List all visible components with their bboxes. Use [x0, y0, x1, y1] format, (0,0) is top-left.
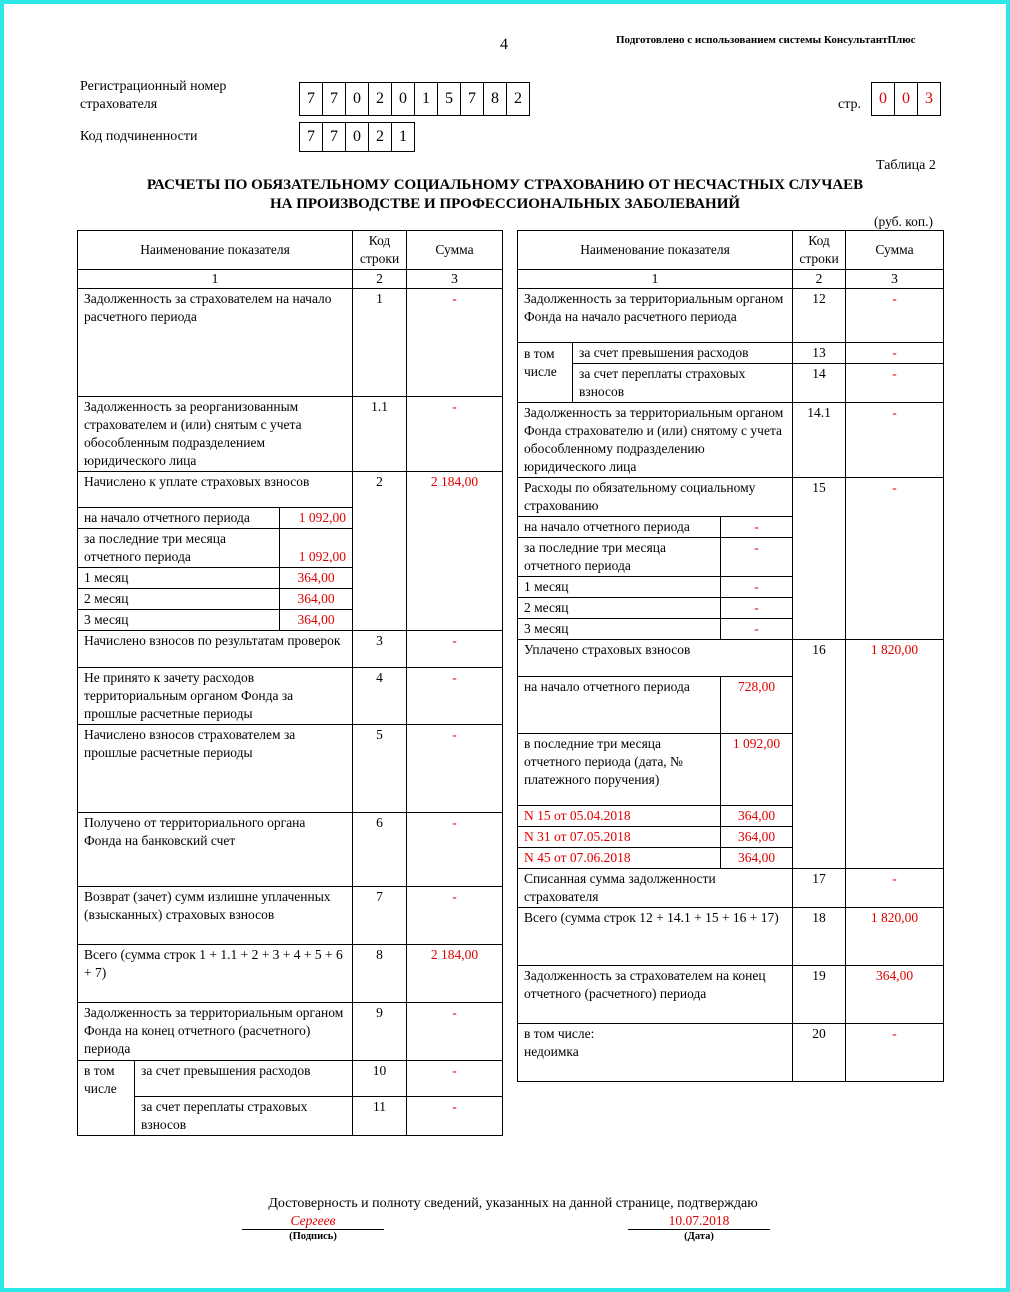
hdr-code	[353, 231, 407, 270]
reg-digit: 0	[391, 82, 415, 116]
table-row	[518, 478, 944, 517]
row-name: Задолженность за территориальным органом Фонда на начало расчетного периода	[518, 289, 793, 343]
hdr-code-l2: строки	[359, 251, 400, 266]
page-digit: 0	[894, 82, 918, 116]
row-name: Задолженность за территориальным органом Фонда на конец отчетного (расчетного) периода	[78, 1003, 353, 1061]
row-code: 18	[793, 908, 846, 966]
row-sum: 364,00	[280, 568, 353, 589]
table-row	[518, 966, 944, 1024]
sub-digit: 7	[322, 122, 346, 152]
table-row	[518, 908, 944, 966]
hdr-sum: Сумма	[846, 231, 944, 270]
row-name: 3 месяц	[518, 619, 721, 640]
row-code: 14.1	[793, 403, 846, 478]
hdr-n3: 3	[407, 270, 503, 289]
reg-digit: 8	[483, 82, 507, 116]
row-sum: -	[407, 1097, 503, 1136]
row-name: за счет переплаты страховых взносов	[135, 1097, 353, 1136]
row-name: 2 месяц	[518, 598, 721, 619]
prepared-note	[616, 34, 915, 46]
row-code: 17	[793, 869, 846, 908]
hdr-n2: 2	[353, 270, 407, 289]
row-name: 1 месяц	[78, 568, 280, 589]
row-sum: -	[846, 869, 944, 908]
row-name: Задолженность за страхователем на начало расчетного периода	[78, 289, 353, 397]
table-row	[78, 631, 503, 668]
reg-number-cells	[300, 82, 530, 116]
row-name: на начало отчетного периода	[518, 677, 721, 734]
row-sum: -	[846, 364, 944, 403]
row-sum: -	[721, 619, 793, 640]
date-line	[628, 1229, 770, 1230]
row-code: 6	[353, 813, 407, 887]
row-sum: -	[407, 1003, 503, 1061]
table-row	[518, 289, 944, 343]
row-name: Расходы по обязательному социальному страхованию	[518, 478, 793, 517]
row-name: за счет превышения расходов	[135, 1061, 353, 1097]
row-name: Возврат (зачет) сумм излишне уплаченных (взысканных) страховых взносов	[78, 887, 353, 945]
row-sum: 728,00	[721, 677, 793, 734]
row-sum: 1 092,00	[280, 508, 353, 529]
sub-digit: 2	[368, 122, 392, 152]
row-sum: 1 820,00	[846, 908, 944, 966]
row-sum: -	[721, 577, 793, 598]
row-name: Уплачено страховых взносов	[518, 640, 793, 677]
signature-value: Сергеев	[290, 1213, 336, 1228]
table-row	[78, 472, 503, 508]
row-sum: -	[846, 478, 944, 640]
hdr-name: Наименование показателя	[78, 231, 353, 270]
row-sum: 1 092,00	[280, 529, 353, 568]
row-sum: -	[407, 813, 503, 887]
table-row	[78, 813, 503, 887]
confirm-text: Достоверность и полноту сведений, указанных на данной странице, подтверждаю	[268, 1196, 758, 1211]
table-row	[518, 343, 944, 364]
row-name: Начислено взносов по результатам проверок	[78, 631, 353, 668]
row-sum: -	[407, 631, 503, 668]
row-name: за счет переплаты страховых взносов	[573, 364, 793, 403]
row-sum: 364,00	[721, 806, 793, 827]
left-table	[77, 230, 503, 1136]
reg-digit: 2	[506, 82, 530, 116]
signature-label: (Подпись)	[289, 1231, 337, 1242]
row-sum: -	[407, 1061, 503, 1097]
reg-digit: 5	[437, 82, 461, 116]
row-code: 2	[353, 472, 407, 631]
row-sum: 364,00	[721, 827, 793, 848]
table-row	[78, 1003, 503, 1061]
hdr-code-l1: Код	[368, 233, 391, 248]
hdr-n1: 1	[78, 270, 353, 289]
table-header-nums	[518, 270, 944, 289]
reg-label-line2: страхователя	[80, 97, 158, 112]
row-code: 19	[793, 966, 846, 1024]
table-row	[78, 289, 503, 397]
row-name: Не принято к зачету расходов территориальным органом Фонда за прошлые расчетные периоды	[78, 668, 353, 725]
hdr-sum: Сумма	[407, 231, 503, 270]
row-sum: 364,00	[280, 589, 353, 610]
reg-number-label	[80, 78, 226, 114]
date-value: 10.07.2018	[668, 1213, 730, 1228]
row-name: в последние три месяца отчетного периода (дата, № платежного поручения)	[518, 734, 721, 806]
payment-order: N 15 от 05.04.2018	[518, 806, 721, 827]
r20-line1: в том числе:	[524, 1026, 595, 1041]
row-name: 3 месяц	[78, 610, 280, 631]
row-name: Всего (сумма строк 12 + 14.1 + 15 + 16 + 17)	[518, 908, 793, 966]
row-sum: 364,00	[721, 848, 793, 869]
sub-digit: 1	[391, 122, 415, 152]
reg-digit: 7	[322, 82, 346, 116]
page-digit: 0	[871, 82, 895, 116]
hdr-n2: 2	[793, 270, 846, 289]
page-title	[4, 176, 1006, 214]
sub-digit: 7	[299, 122, 323, 152]
row-code: 3	[353, 631, 407, 668]
row-name: Начислено к уплате страховых взносов	[78, 472, 353, 508]
table-header-row	[78, 231, 503, 270]
row-name: 2 месяц	[78, 589, 280, 610]
row-sum: -	[846, 1024, 944, 1082]
table-label: Таблица 2	[876, 158, 936, 173]
row-sum: -	[846, 403, 944, 478]
right-table	[517, 230, 944, 1082]
row-name: Списанная сумма задолженности страхователя	[518, 869, 793, 908]
row-name: за последние три месяца отчетного периода	[518, 538, 721, 577]
reg-digit: 1	[414, 82, 438, 116]
row-code: 11	[353, 1097, 407, 1136]
page-box-label: стр.	[838, 97, 862, 112]
hdr-n3: 3	[846, 270, 944, 289]
table-row	[78, 887, 503, 945]
table-row	[78, 668, 503, 725]
row-sum: -	[846, 289, 944, 343]
incl-label: в том числе	[78, 1061, 135, 1136]
reg-digit: 7	[460, 82, 484, 116]
table-row	[518, 1024, 944, 1082]
row-code: 15	[793, 478, 846, 640]
table-header-row	[518, 231, 944, 270]
hdr-n1: 1	[518, 270, 793, 289]
row-name: Всего (сумма строк 1 + 1.1 + 2 + 3 + 4 + 5 + 6 + 7)	[78, 945, 353, 1003]
row-code: 14	[793, 364, 846, 403]
hdr-code-l1: Код	[808, 233, 830, 248]
table-row	[78, 1097, 503, 1136]
row-code: 20	[793, 1024, 846, 1082]
sub-digit: 0	[345, 122, 369, 152]
row-name	[518, 1024, 793, 1082]
row-name: за последние три месяца отчетного периода	[78, 529, 280, 568]
prepared-note-text: Подготовлено с использованием системы	[616, 34, 822, 46]
table-row	[518, 403, 944, 478]
row-code: 10	[353, 1061, 407, 1097]
row-sum: 1 820,00	[846, 640, 944, 869]
row-sum: -	[407, 289, 503, 397]
row-name: за счет превышения расходов	[573, 343, 793, 364]
table-row	[518, 640, 944, 677]
row-sum: -	[721, 598, 793, 619]
reg-label-line1: Регистрационный номер	[80, 79, 227, 94]
page-number: 4	[500, 36, 508, 53]
row-sum: 364,00	[846, 966, 944, 1024]
row-name: Получено от территориального органа Фонда на банковский счет	[78, 813, 353, 887]
row-sum: -	[407, 887, 503, 945]
table-row	[78, 1061, 503, 1097]
hdr-code-l2: строки	[799, 251, 839, 266]
row-code: 12	[793, 289, 846, 343]
r20-line2: недоимка	[524, 1044, 579, 1059]
units-label: (руб. коп.)	[874, 214, 933, 229]
title-line2: НА ПРОИЗВОДСТВЕ И ПРОФЕССИОНАЛЬНЫХ ЗАБОЛЕВАНИЙ	[269, 196, 741, 212]
page-box-cells	[872, 82, 941, 116]
row-code: 16	[793, 640, 846, 869]
payment-order: N 31 от 07.05.2018	[518, 827, 721, 848]
sub-code-label: Код подчиненности	[80, 129, 198, 144]
row-code: 13	[793, 343, 846, 364]
row-sum: 2 184,00	[407, 945, 503, 1003]
row-sum: 2 184,00	[407, 472, 503, 631]
row-code: 8	[353, 945, 407, 1003]
date-label: (Дата)	[684, 1231, 714, 1242]
row-code: 1.1	[353, 397, 407, 472]
reg-digit: 2	[368, 82, 392, 116]
hdr-name: Наименование показателя	[518, 231, 793, 270]
row-sum: -	[407, 397, 503, 472]
hdr-code	[793, 231, 846, 270]
row-name: Начислено взносов страхователем за прошлые расчетные периоды	[78, 725, 353, 813]
row-code: 7	[353, 887, 407, 945]
row-name: Задолженность за страхователем на конец отчетного (расчетного) периода	[518, 966, 793, 1024]
row-code: 5	[353, 725, 407, 813]
incl-label: в том числе	[518, 343, 573, 403]
table-row	[78, 397, 503, 472]
table-header-nums	[78, 270, 503, 289]
row-sum: -	[407, 668, 503, 725]
title-line1: РАСЧЕТЫ ПО ОБЯЗАТЕЛЬНОМУ СОЦИАЛЬНОМУ СТРАХОВАНИЮ ОТ НЕСЧАСТНЫХ СЛУЧАЕВ	[146, 177, 864, 193]
row-code: 9	[353, 1003, 407, 1061]
row-name: на начало отчетного периода	[78, 508, 280, 529]
row-sum: -	[721, 538, 793, 577]
row-code: 4	[353, 668, 407, 725]
sub-code-cells	[300, 122, 415, 152]
row-sum: -	[846, 343, 944, 364]
row-name: Задолженность за реорганизованным страхователем и (или) снятым с учета обособленным подразделением юридического лица	[78, 397, 353, 472]
row-code: 1	[353, 289, 407, 397]
table-row	[78, 725, 503, 813]
table-row	[518, 869, 944, 908]
row-sum: -	[721, 517, 793, 538]
reg-digit: 0	[345, 82, 369, 116]
reg-digit: 7	[299, 82, 323, 116]
row-name: на начало отчетного периода	[518, 517, 721, 538]
row-name: Задолженность за территориальным органом Фонда страхователю и (или) снятому с учета обособленному подразделению юридического лица	[518, 403, 793, 478]
row-name: 1 месяц	[518, 577, 721, 598]
table-row	[78, 945, 503, 1003]
row-sum: 364,00	[280, 610, 353, 631]
row-sum: 1 092,00	[721, 734, 793, 806]
payment-order: N 45 от 07.06.2018	[518, 848, 721, 869]
row-sum: -	[407, 725, 503, 813]
prepared-brand: КонсультантПлюс	[823, 34, 916, 46]
table-row	[518, 364, 944, 403]
signature-line	[242, 1229, 384, 1230]
page-digit: 3	[917, 82, 941, 116]
